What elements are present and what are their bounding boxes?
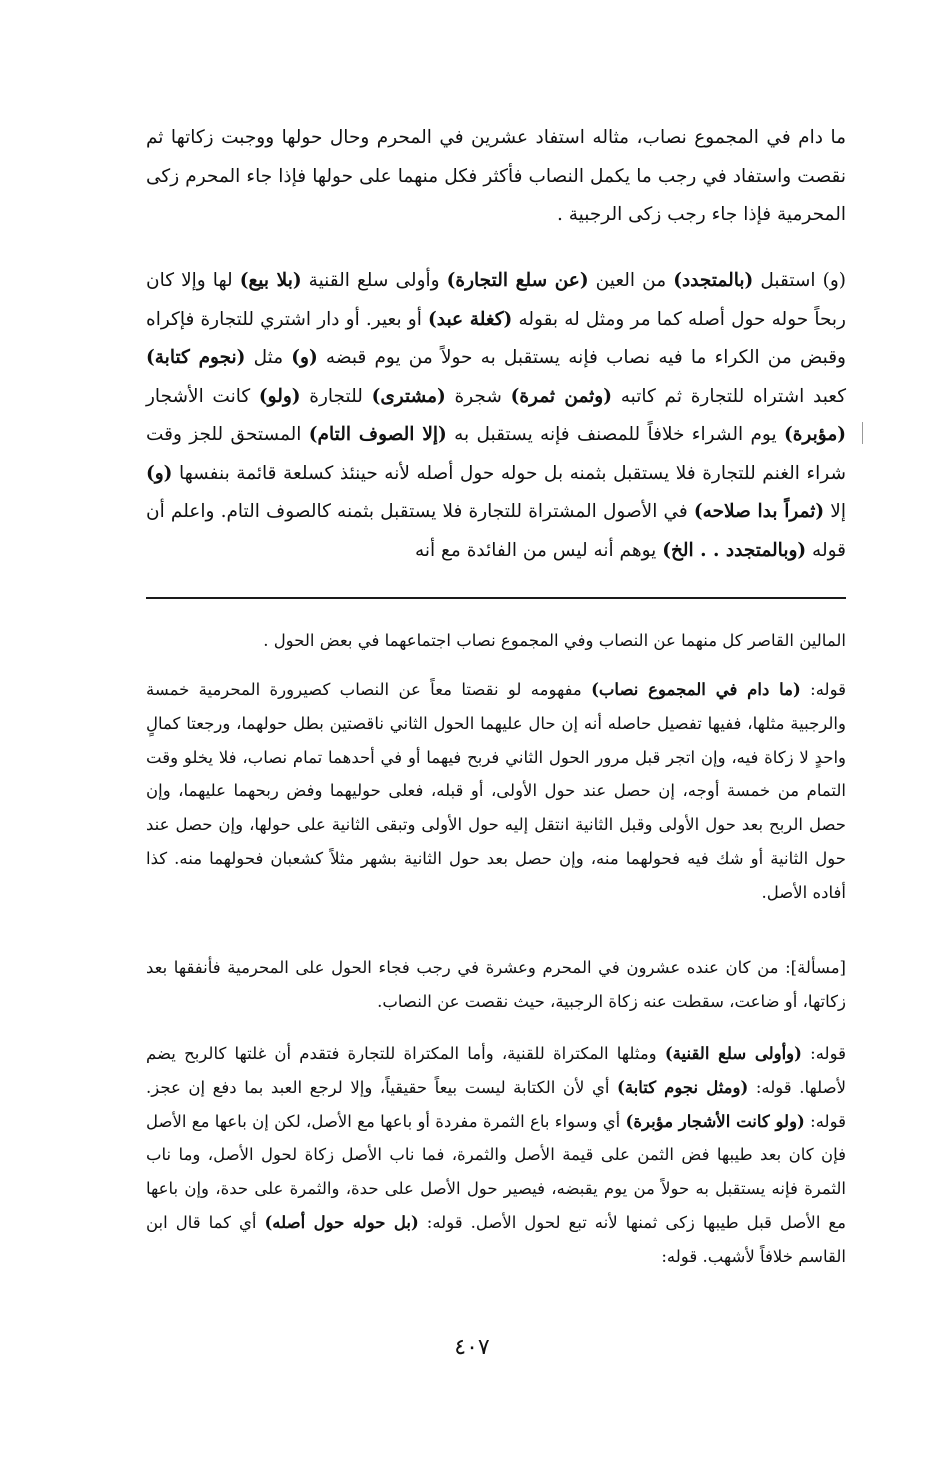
footnote-2 <box>146 673 846 910</box>
footnote-1 <box>146 624 846 658</box>
footnote-text: [مسألة]: من كان عنده عشرون في المحرم وعشرة في رجب فجاء الحول على المحرمية فأنفقها بعد زكاتها، أو ضاعت، سقطت عنه زكاة الرجبية، حيث نقصت عن النصاب. <box>146 958 846 1011</box>
bold-term: (بالمتجدد) <box>673 270 754 291</box>
bold-term: (عن سلع التجارة) <box>446 270 589 291</box>
text-run: وأولى سلع القنية <box>301 270 447 291</box>
text-run: ومثلها المكتراة للقنية، وأما المكتراة للتجارة فتقدم أن غلتها كالربح يضم لأصلها. قوله: <box>146 1044 846 1097</box>
footnote-3 <box>146 951 846 1019</box>
footnote-4 <box>146 1037 846 1274</box>
text-run: أي وسواء باع الثمرة مفردة أو باعها مع الأصل، لكن إن باعها مع الأصل فإن كان بعد طيبها فض الثمن على قيمة الأصل والثمرة، فما ناب الأصل زكاة لحول الأصل، وما ناب الثمرة فإنه يستقبل به حولاً من يوم يقبضه، فيصير حول الأصل على حدة، والثمرة على حدة، وإن باعها مع الأصل قبل طيبها زكى ثمنها لأنه تبع لحول الأصل. قوله: <box>146 1111 846 1232</box>
bold-term: (مشترى) <box>371 385 446 407</box>
text-run: مفهومه لو نقصتا معاً عن النصاب كصيرورة المحرمية خمسة والرجبية مثلها، ففيها تفصيل حاصله أنه إن حال عليهما الحول الثاني ناقصتين بطل حولهما، ورجعتا كمالٍ واحدٍ لا زكاة فيه، وإن اتجر قبل مرور الحول الثاني فربح فيهما أو في أحدهما تمام نصاب، فلا يخلو وقت التمام من خمسة أوجه، إن حصل عند حول الأولى، أو قبله، فعلى حوليهما وفض ربحهما عليهما، وإن حصل الربح بعد حول الأولى وقبل الثانية انتقل إليه حول الأولى وتبقى الثانية على حولها، وإن حصل عند حول الثانية أو شك فيه فحولهما منه، وإن حصل بعد حول الثانية بشهر مثلاً كشعبان فحولهما منه. كذا أفاده الأصل. <box>146 680 846 902</box>
text-run: في الأصول المشتراة للتجارة فلا يستقبل بثمنه كالصوف التام. واعلم أن قوله <box>146 501 846 561</box>
main-text-paragraph-2 <box>146 262 846 570</box>
text-run: شجرة <box>445 385 511 407</box>
text-run: قوله: <box>801 1044 846 1063</box>
text-run: لها وإلا كان ربحاً حوله حول أصله كما مر ومثل له بقوله <box>146 270 846 330</box>
text-run: للتجارة <box>300 385 372 407</box>
bold-term: (وأولى سلع القنية) <box>664 1044 802 1063</box>
text-run: كعبد اشتراه للتجارة ثم كاتبه <box>611 385 847 407</box>
text-run: أو بعير. أو دار اشتري للتجارة فإكراه وقبض من الكراء ما فيه نصاب فإنه يستقبل به حولاً من يوم قبضه <box>146 308 846 368</box>
bold-term: (إلا الصوف التام) <box>308 424 447 445</box>
paragraph-text <box>146 262 846 570</box>
bold-term: (كغلة عبد) <box>427 308 513 330</box>
bold-term: (ثمراً بدا صلاحه) <box>693 501 825 522</box>
text-run: المستحق للجز وقت شراء الغنم للتجارة فلا يستقبل بثمنه بل حوله حول أصله لأنه حينئذ كسلعة قائمة بنفسها <box>146 424 846 484</box>
bold-term: (و) <box>146 462 173 484</box>
bold-term: (ما دام في المجموع نصاب) <box>591 680 801 699</box>
bold-term: (ولو كانت الأشجار مؤبرة) <box>625 1111 805 1131</box>
main-text-paragraph-1 <box>146 119 846 235</box>
text-run: أي لأن الكتابة ليست بيعاً حقيقياً، وإلا لرجع العبد بما دفع إن عجز. قوله: <box>146 1077 846 1131</box>
footnote-text <box>146 1037 846 1274</box>
text-run: مثل <box>245 347 292 368</box>
margin-mark <box>862 422 863 444</box>
text-run: يوم الشراء خلافاً للمصنف فإنه يستقبل به <box>446 424 784 445</box>
bold-term: (ولو) <box>258 385 301 407</box>
page-number: ٤٠٧ <box>454 1335 490 1360</box>
bold-term: (وبالمتجدد . . الخ) <box>662 539 807 561</box>
text-run: من العين <box>588 270 674 291</box>
bold-term: (ومثل نجوم كتابة) <box>617 1077 749 1097</box>
text-run: قوله: <box>800 680 846 699</box>
text-run: يوهم أنه ليس من الفائدة مع أنه <box>414 539 663 561</box>
footnote-divider <box>146 597 846 599</box>
text-run: أي كما قال ابن القاسم خلافاً لأشهب. قوله: <box>146 1212 846 1266</box>
paragraph-text: ما دام في المجموع نصاب، مثاله استفاد عشرين في المحرم وحال حولها ووجبت زكاتها ثم نقصت واستفاد في رجب ما يكمل النصاب فأكثر فكل منهما على حولها فإذا جاء المحرم زكى المحرمية فإذا جاء رجب زكى الرجبية . <box>146 127 846 225</box>
text-run: إلا <box>824 501 846 522</box>
text-run: كانت الأشجار <box>146 385 259 407</box>
bold-term: (مؤبرة) <box>783 424 846 445</box>
bold-term: (وثمن ثمرة) <box>510 385 612 407</box>
bold-term: (بلا بيع) <box>239 270 302 291</box>
bold-term: (و) <box>291 347 318 368</box>
footnote-text <box>146 673 846 910</box>
text-run: (و) استقبل <box>753 270 846 291</box>
footnote-text: المالين القاصر كل منهما عن النصاب وفي المجموع نصاب اجتماعهما في بعض الحول . <box>263 631 846 650</box>
bold-term: (بل حوله حول أصله) <box>264 1212 419 1232</box>
bold-term: (نجوم كتابة) <box>146 347 246 368</box>
